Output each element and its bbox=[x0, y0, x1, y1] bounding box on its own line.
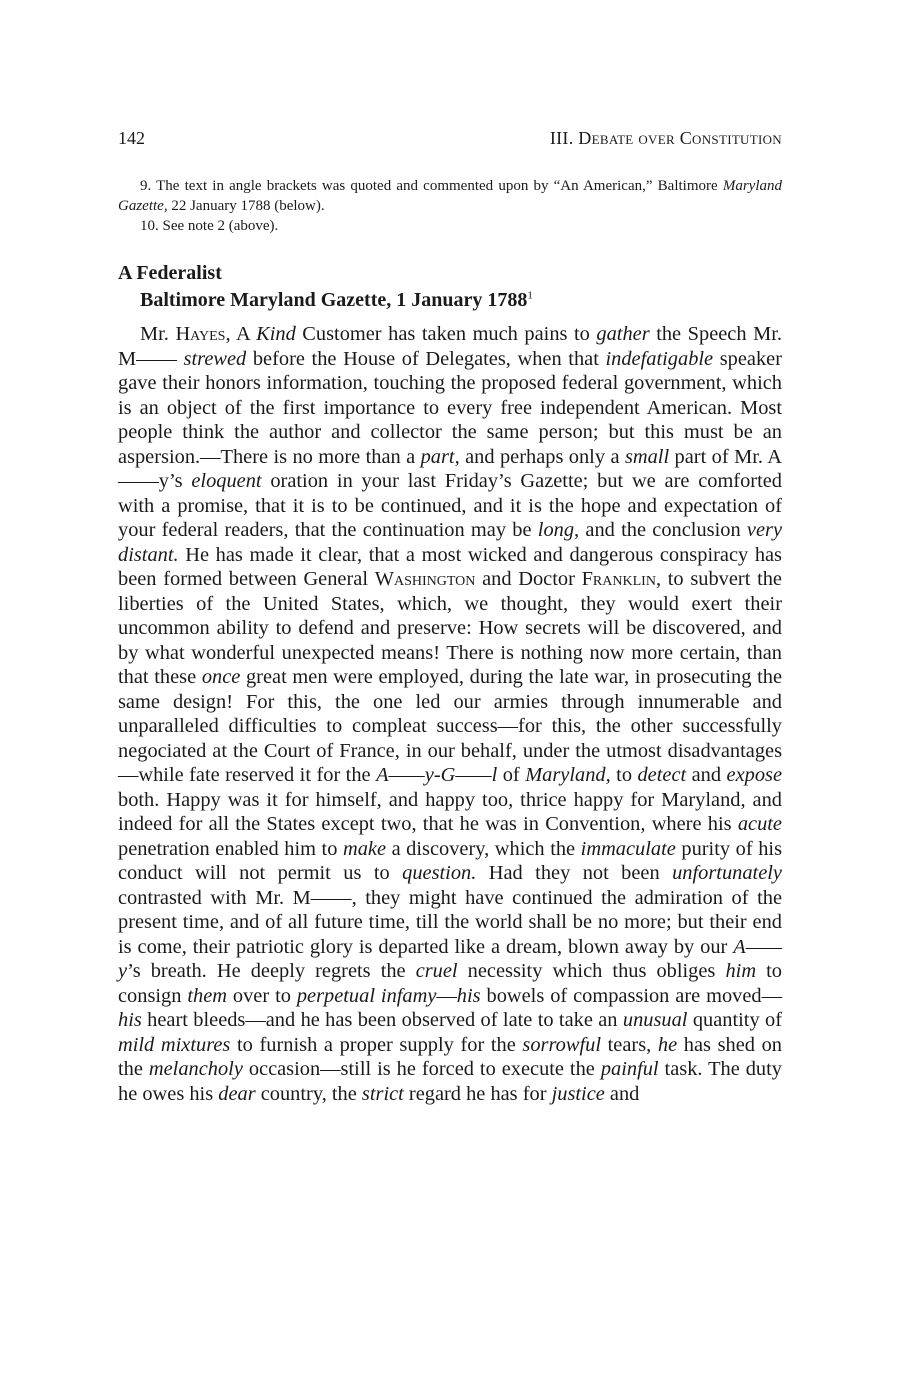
document-heading bbox=[118, 260, 782, 314]
endnote-9-before: 9. The text in angle brackets was quoted and commented upon by “An American,” Baltimore bbox=[140, 178, 723, 194]
text-run: to consign bbox=[118, 960, 782, 1007]
italic-run: gather bbox=[596, 323, 650, 345]
small-caps-run: Washington bbox=[374, 568, 476, 590]
italic-run: part, bbox=[420, 445, 460, 468]
text-run: and Doctor bbox=[475, 568, 582, 590]
text-run: of bbox=[497, 764, 526, 786]
text-run: purity of his conduct will not permit us to bbox=[118, 837, 782, 884]
text-run: and bbox=[686, 764, 727, 786]
small-caps-run: Hayes bbox=[175, 323, 226, 345]
italic-run: melancholy bbox=[148, 1058, 243, 1080]
endnote-9-after: 22 January 1788 (below). bbox=[167, 198, 325, 214]
text-run: occasion—still is he forced to execute the bbox=[242, 1058, 601, 1080]
text-run: heart bleeds—and he has been observed of late to take an bbox=[141, 1009, 623, 1031]
italic-run: A——y-G——l bbox=[376, 764, 498, 786]
italic-run: immaculate bbox=[580, 837, 676, 860]
italic-run: justice bbox=[551, 1082, 605, 1105]
italic-run: them bbox=[187, 984, 227, 1007]
italic-run: him bbox=[725, 960, 757, 982]
italic-run: cruel bbox=[415, 960, 458, 982]
document-body bbox=[118, 322, 782, 1106]
italic-run: make bbox=[342, 837, 386, 860]
page-number: 142 bbox=[118, 128, 145, 148]
text-run: speaker gave their honors information, touching the proposed federal government, which is an object of the first importance to every free independent American. Most people think the author and collector the same person; but this must be an aspersion.—There is no more than a bbox=[118, 347, 782, 468]
body-paragraph bbox=[118, 322, 782, 1106]
text-run: tears, bbox=[601, 1033, 658, 1056]
text-run: before the House of Delegates, when that bbox=[246, 347, 606, 370]
text-run: He has made it clear, that a most wicked and dangerous conspiracy has been formed between General bbox=[118, 543, 782, 590]
italic-run: once bbox=[201, 666, 241, 688]
text-run: necessity which thus obliges bbox=[457, 960, 726, 982]
running-head bbox=[118, 128, 782, 156]
text-run: to furnish a proper supply for the bbox=[230, 1033, 523, 1056]
italic-run: unfortunately bbox=[672, 862, 782, 884]
endnote-9-italic: Maryland Gazette, bbox=[118, 178, 782, 214]
text-run: , A bbox=[225, 323, 257, 345]
text-run: bowels of compassion are moved— bbox=[480, 984, 782, 1007]
text-run: and the conclusion bbox=[579, 519, 747, 541]
text-run: oration in your last Friday’s Gazette; but we are comforted with a promise, that it is to be continued, and it is the hope and expectation of your federal readers, that the continuation may be bbox=[118, 470, 782, 541]
endnotes bbox=[118, 176, 782, 236]
italic-run: dear bbox=[218, 1082, 256, 1105]
text-run: ’s breath. He deeply regrets the bbox=[127, 960, 416, 982]
italic-run: question. bbox=[402, 862, 477, 884]
small-caps-run: Franklin bbox=[581, 568, 656, 590]
running-title: III. Debate over Constitution bbox=[549, 128, 782, 148]
text-run: to bbox=[610, 764, 638, 786]
document-author: A Federalist bbox=[118, 262, 222, 284]
text-run: task. The duty he owes his bbox=[118, 1058, 782, 1105]
italic-run: sorrowful bbox=[522, 1033, 601, 1056]
text-run: and perhaps only a bbox=[459, 445, 625, 468]
text-run: great men were employed, during the late war, in prosecuting the same design! For this, the one led our armies through innumerable and unparalleled difficulties to compleat success—for this, the other successfully negociated at the Court of France, in our behalf, under the utmost disadvantages—while fate reserved it for the bbox=[118, 666, 782, 786]
text-run: Mr. bbox=[140, 323, 176, 345]
text-run: both. Happy was it for himself, and happy too, thrice happy for Maryland, and indeed for all the States except two, that he was in Convention, where his bbox=[118, 788, 782, 835]
italic-run: very distant. bbox=[118, 519, 782, 566]
text-run: Customer has taken much pains to bbox=[295, 323, 597, 345]
italic-run: painful bbox=[600, 1058, 659, 1080]
text-run: the Speech Mr. M—— bbox=[118, 323, 782, 370]
italic-run: A——y bbox=[118, 935, 782, 982]
italic-run: strewed bbox=[183, 347, 247, 370]
text-run: penetration enabled him to bbox=[118, 837, 343, 860]
italic-run: eloquent bbox=[191, 470, 262, 492]
text-run: regard he has for bbox=[403, 1082, 552, 1105]
italic-run: long, bbox=[537, 519, 580, 541]
italic-run: unusual bbox=[622, 1009, 688, 1031]
italic-run: mild mixtures bbox=[118, 1033, 231, 1056]
text-run: part of Mr. A——y’s bbox=[118, 445, 782, 492]
italic-run: perpetual infamy bbox=[296, 984, 437, 1007]
italic-run: strict bbox=[361, 1082, 404, 1105]
text-run: Had they not been bbox=[476, 862, 673, 884]
italic-run: Kind bbox=[256, 323, 296, 345]
italic-run: small bbox=[624, 445, 670, 468]
text-run: country, the bbox=[255, 1082, 362, 1105]
text-run: a discovery, which the bbox=[386, 837, 581, 860]
text-run: and bbox=[604, 1082, 640, 1105]
text-run: has shed on the bbox=[118, 1033, 782, 1080]
book-page bbox=[118, 128, 782, 1106]
endnote-10: 10. See note 2 (above). bbox=[140, 218, 279, 234]
endnote-9 bbox=[118, 176, 782, 216]
text-run: — bbox=[436, 984, 457, 1007]
text-run: , to subvert the liberties of the United States, which, we thought, they would exert their uncommon ability to defend and preserve: How secrets will be discovered, and by what wonderful unexpected means! There is nothing now more certain, than that these bbox=[118, 568, 782, 688]
italic-run: detect bbox=[637, 764, 687, 786]
footnote-ref: 1 bbox=[527, 289, 533, 302]
italic-run: he bbox=[657, 1033, 678, 1056]
italic-run: his bbox=[118, 1009, 142, 1031]
text-run: over to bbox=[227, 984, 297, 1007]
italic-run: Maryland, bbox=[525, 764, 611, 786]
document-source-line bbox=[118, 287, 782, 314]
text-run: contrasted with Mr. M——, they might have continued the admiration of the present time, and of all future time, till the world shall be no more; but their end is come, their patriotic glory is departed like a dream, blown away by our bbox=[118, 886, 782, 958]
italic-run: indefatigable bbox=[605, 347, 714, 370]
italic-run: acute bbox=[737, 813, 782, 835]
italic-run: expose bbox=[726, 764, 783, 786]
text-run: quantity of bbox=[687, 1009, 782, 1031]
italic-run: his bbox=[456, 984, 481, 1007]
document-source: Baltimore Maryland Gazette, 1 January 1788 bbox=[140, 289, 528, 311]
